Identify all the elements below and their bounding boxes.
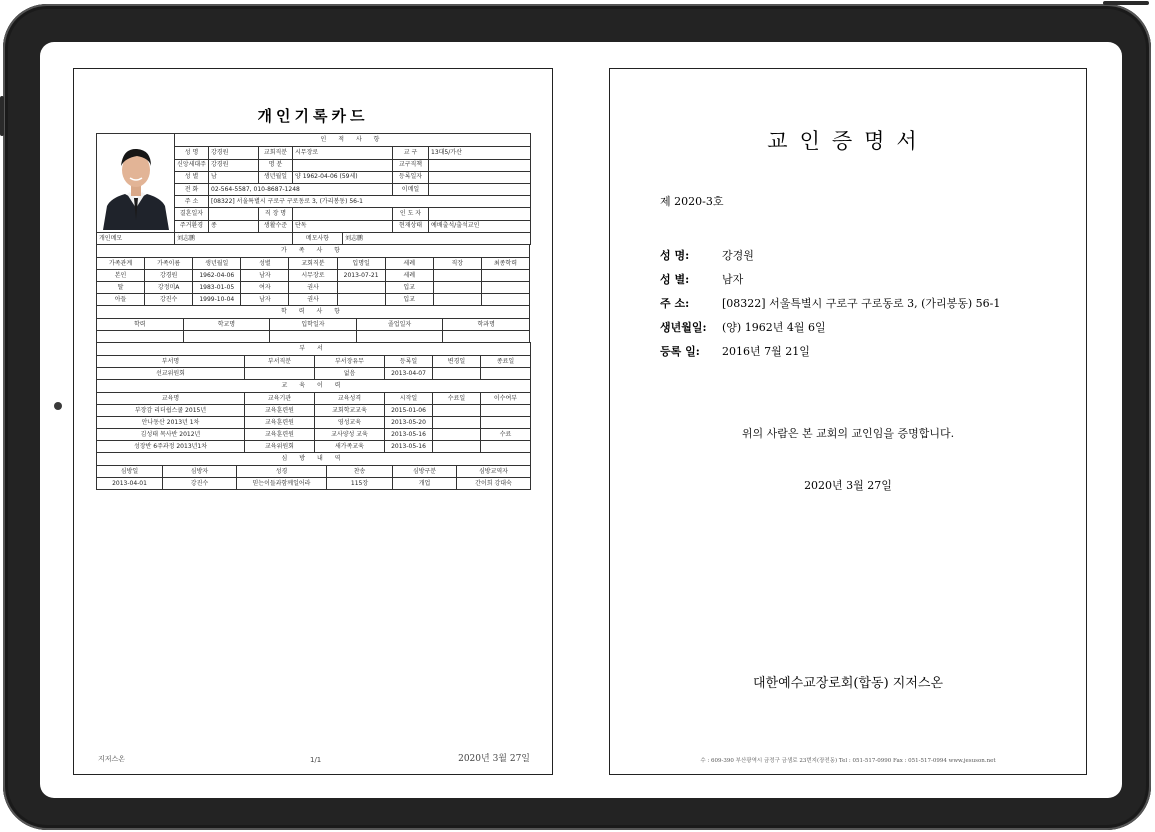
table-cell: 안나동산 2013년 1차 xyxy=(97,417,245,429)
column-header: 이수여부 xyxy=(481,393,531,405)
table-row xyxy=(97,294,530,306)
column-header: 부서명 xyxy=(97,356,245,368)
status-value xyxy=(293,159,393,171)
housing-label: 주거환경 xyxy=(175,220,209,232)
table-cell: 강경원 xyxy=(145,270,193,282)
table-cell: 2013-04-01 xyxy=(97,478,163,490)
table-cell: 선교위원회 xyxy=(97,368,245,380)
district-value: 13대5/가산 xyxy=(429,147,531,159)
column-header: 등록일 xyxy=(385,356,433,368)
district-role-value xyxy=(429,159,531,171)
table-cell xyxy=(433,368,481,380)
column-header: 시작일 xyxy=(385,393,433,405)
table-cell: 2013-04-07 xyxy=(385,368,433,380)
education-empty-cell xyxy=(97,331,184,343)
table-cell xyxy=(481,441,531,453)
education-section-header: 학 력 사 항 xyxy=(97,306,530,319)
certificate-footer: 수 : 609-390 부산광역시 금정구 금샘로 23번지(장전동) Tel : 051-517-0990 Fax : 051-517-0994 www.jesuson.net xyxy=(700,758,996,764)
table-cell xyxy=(481,282,529,294)
table-cell: 개업 xyxy=(393,478,457,490)
table-cell: 수료 xyxy=(481,429,531,441)
table-cell: 성장반 6주과정 2013년1차 xyxy=(97,441,245,453)
column-header: 학력 xyxy=(97,319,184,331)
column-header: 심방일 xyxy=(97,466,163,478)
column-header: 생년월일 xyxy=(193,258,241,270)
table-cell: 강정미A xyxy=(145,282,193,294)
certificate-field-value: (양) 1962년 4월 6일 xyxy=(722,321,826,334)
visit-section-header: 심 방 내 역 xyxy=(97,453,531,466)
name-label: 성 명 xyxy=(175,147,209,159)
email-label: 이메일 xyxy=(393,183,429,195)
living-label: 생활수준 xyxy=(259,220,293,232)
certificate-field-row xyxy=(660,343,1060,367)
certificate-field-value: 강경원 xyxy=(722,249,754,262)
table-row xyxy=(97,417,531,429)
column-header: 졸업일자 xyxy=(356,319,443,331)
certificate-field-row xyxy=(660,271,1060,295)
education-empty-cell xyxy=(270,331,357,343)
church-title-value: 시무장로 xyxy=(293,147,393,159)
table-cell: 입교 xyxy=(385,282,433,294)
personal-record-card-page xyxy=(73,68,553,775)
table-cell: 교육훈련원 xyxy=(245,429,315,441)
table-cell: 2013-07-21 xyxy=(337,270,385,282)
footer-date: 2020년 3월 27일 xyxy=(458,754,530,764)
head-label: 신앙세대주 xyxy=(175,159,209,171)
column-header: 변경일 xyxy=(433,356,481,368)
certificate-field-label: 등록 일: xyxy=(660,345,700,358)
reg-value xyxy=(429,171,531,183)
certificate-field-label: 성 별: xyxy=(660,273,690,286)
visit-table xyxy=(96,452,531,490)
table-row xyxy=(97,405,531,417)
column-header: 심방구분 xyxy=(393,466,457,478)
table-cell: 1983-01-05 xyxy=(193,282,241,294)
tablet-screen xyxy=(40,42,1122,798)
table-cell: 교사양성 교육 xyxy=(315,429,385,441)
table-cell: 2013-05-20 xyxy=(385,417,433,429)
table-row xyxy=(97,429,531,441)
certificate-field-label: 주 소: xyxy=(660,297,690,310)
table-cell xyxy=(433,417,481,429)
training-section-header: 교 육 이 력 xyxy=(97,380,531,393)
guide-label: 인 도 자 xyxy=(393,208,429,220)
column-header: 부서장유무 xyxy=(315,356,385,368)
table-cell: 권사 xyxy=(289,282,337,294)
status-label: 명 분 xyxy=(259,159,293,171)
education-empty-cell xyxy=(356,331,443,343)
certificate-field-value: [08322] 서울특별시 구로구 구로동로 3, (가리봉동) 56-1 xyxy=(722,297,1001,310)
column-header: 수료일 xyxy=(433,393,481,405)
column-header: 교육명 xyxy=(97,393,245,405)
family-table xyxy=(96,244,530,306)
current-value: 예배출석/출석교인 xyxy=(429,220,531,232)
sex-label: 성 별 xyxy=(175,171,209,183)
column-header: 학과명 xyxy=(443,319,530,331)
table-cell: 간이희 강대숙 xyxy=(457,478,531,490)
column-header: 교육성격 xyxy=(315,393,385,405)
address-label: 주 소 xyxy=(175,196,209,208)
column-header: 가족이름 xyxy=(145,258,193,270)
table-cell: 강진수 xyxy=(163,478,237,490)
column-header: 학교명 xyxy=(183,319,270,331)
column-header: 직장 xyxy=(433,258,481,270)
name-value: 강경원 xyxy=(209,147,259,159)
certificate-title: 교인증명서 xyxy=(767,129,929,153)
column-header: 가족관계 xyxy=(97,258,145,270)
wedding-value xyxy=(209,208,259,220)
column-header: 최종학력 xyxy=(481,258,529,270)
table-cell: 115장 xyxy=(327,478,393,490)
department-section-header: 부 서 xyxy=(97,343,531,356)
department-table xyxy=(96,342,531,380)
table-cell: 본인 xyxy=(97,270,145,282)
column-header: 성경 xyxy=(237,466,327,478)
table-row xyxy=(97,441,531,453)
column-header: 성별 xyxy=(241,258,289,270)
certificate-organization: 대한예수교장로회(합동) 지저스온 xyxy=(752,676,944,691)
certificate-field-row xyxy=(660,247,1060,271)
volume-button xyxy=(0,96,4,136)
table-cell: 2013-05-16 xyxy=(385,441,433,453)
profile-photo xyxy=(97,134,175,233)
memo-label: 개인메모 xyxy=(97,233,175,245)
column-header: 교육기관 xyxy=(245,393,315,405)
table-cell: 여자 xyxy=(241,282,289,294)
table-cell: 권사 xyxy=(289,294,337,306)
training-table xyxy=(96,379,531,453)
tablet-frame xyxy=(3,4,1151,830)
table-cell: 남자 xyxy=(241,294,289,306)
certificate-fields xyxy=(660,247,1060,367)
column-header: 종료일 xyxy=(481,356,531,368)
district-role-label: 교구직책 xyxy=(393,159,429,171)
table-cell xyxy=(433,441,481,453)
table-cell: 2013-05-16 xyxy=(385,429,433,441)
table-cell: 믿는이들과함께일어라 xyxy=(237,478,327,490)
head-value: 강경원 xyxy=(209,159,259,171)
table-cell xyxy=(433,282,481,294)
table-cell xyxy=(433,405,481,417)
table-cell: 없음 xyxy=(315,368,385,380)
table-cell: 시무장로 xyxy=(289,270,337,282)
birth-label: 생년월일 xyxy=(259,171,293,183)
memo2-label: 메모사항 xyxy=(293,233,343,245)
table-cell: 교육훈련원 xyxy=(245,417,315,429)
table-cell: 교육훈련원 xyxy=(245,405,315,417)
column-header: 심방자 xyxy=(163,466,237,478)
church-title-label: 교회직분 xyxy=(259,147,293,159)
table-cell: 새가족교육 xyxy=(315,441,385,453)
memo2-value: 刘志鹏 xyxy=(343,233,531,245)
table-cell xyxy=(481,270,529,282)
personal-section-header: 인 적 사 항 xyxy=(175,134,531,147)
column-header: 입명일 xyxy=(337,258,385,270)
page-number: 1/1 xyxy=(310,756,322,764)
table-cell xyxy=(433,294,481,306)
table-row xyxy=(97,368,531,380)
front-camera xyxy=(54,402,62,410)
table-cell xyxy=(433,270,481,282)
table-cell: 김성태 목사반 2012년 xyxy=(97,429,245,441)
work-label: 직 장 명 xyxy=(259,208,293,220)
table-row xyxy=(97,270,530,282)
column-header: 교회직분 xyxy=(289,258,337,270)
birth-value: 양 1962-04-06 (59세) xyxy=(293,171,393,183)
housing-value: 종 xyxy=(209,220,259,232)
guide-value xyxy=(429,208,531,220)
district-label: 교 구 xyxy=(393,147,429,159)
address-value: [08322] 서울특별시 구로구 구로동로 3, (가리봉동) 56-1 xyxy=(209,196,531,208)
table-cell: 교회학교교육 xyxy=(315,405,385,417)
table-cell xyxy=(337,294,385,306)
table-row xyxy=(97,282,530,294)
table-cell xyxy=(245,368,315,380)
certificate-field-row xyxy=(660,319,1060,343)
certificate-field-label: 성 명: xyxy=(660,249,690,262)
card-title: 개인기록카드 xyxy=(257,107,369,125)
column-header: 부서직분 xyxy=(245,356,315,368)
table-cell: 아들 xyxy=(97,294,145,306)
work-value xyxy=(293,208,393,220)
table-cell xyxy=(481,405,531,417)
table-cell: 1999-10-04 xyxy=(193,294,241,306)
table-row xyxy=(97,478,531,490)
phone-label: 전 화 xyxy=(175,183,209,195)
living-value: 단독 xyxy=(293,220,393,232)
phone-value: 02-564-5587, 010-8687-1248 xyxy=(209,183,393,195)
table-cell: 교육위원회 xyxy=(245,441,315,453)
table-cell xyxy=(481,368,531,380)
column-header: 찬송 xyxy=(327,466,393,478)
certificate-field-row xyxy=(660,295,1060,319)
certificate-field-label: 생년월일: xyxy=(660,321,707,334)
personal-record-form xyxy=(96,133,530,490)
education-table xyxy=(96,305,530,343)
table-cell: 1962-04-06 xyxy=(193,270,241,282)
certificate-field-value: 남자 xyxy=(722,273,744,286)
certificate-number: 제 2020-3호 xyxy=(660,195,724,208)
power-button xyxy=(1103,1,1149,5)
table-cell: 영성교육 xyxy=(315,417,385,429)
certificate-issue-date: 2020년 3월 27일 xyxy=(804,479,892,492)
table-cell: 부장감 리더쉽스쿨 2015년 xyxy=(97,405,245,417)
email-value xyxy=(429,183,531,195)
certificate-field-value: 2016년 7월 21일 xyxy=(722,345,810,358)
table-cell: 강진수 xyxy=(145,294,193,306)
family-section-header: 가 족 사 항 xyxy=(97,245,530,258)
column-header: 세례 xyxy=(385,258,433,270)
table-cell xyxy=(433,429,481,441)
education-empty-cell xyxy=(443,331,530,343)
table-cell xyxy=(481,417,531,429)
table-cell: 2015-01-06 xyxy=(385,405,433,417)
column-header: 심방교역자 xyxy=(457,466,531,478)
memo-value: 刘志鹏 xyxy=(175,233,293,245)
portrait-image xyxy=(97,134,174,230)
sex-value: 남 xyxy=(209,171,259,183)
footer-org: 지저스온 xyxy=(98,755,126,763)
personal-info-table xyxy=(96,133,531,245)
reg-label: 등록일자 xyxy=(393,171,429,183)
column-header: 입학일자 xyxy=(270,319,357,331)
table-cell xyxy=(481,294,529,306)
membership-certificate-page xyxy=(609,68,1087,775)
table-cell: 남자 xyxy=(241,270,289,282)
table-cell: 입교 xyxy=(385,294,433,306)
table-cell xyxy=(337,282,385,294)
wedding-label: 결혼일자 xyxy=(175,208,209,220)
current-label: 현재상태 xyxy=(393,220,429,232)
certificate-statement: 위의 사람은 본 교회의 교인임을 증명합니다. xyxy=(741,427,955,440)
table-cell: 딸 xyxy=(97,282,145,294)
table-cell: 세례 xyxy=(385,270,433,282)
education-empty-cell xyxy=(183,331,270,343)
